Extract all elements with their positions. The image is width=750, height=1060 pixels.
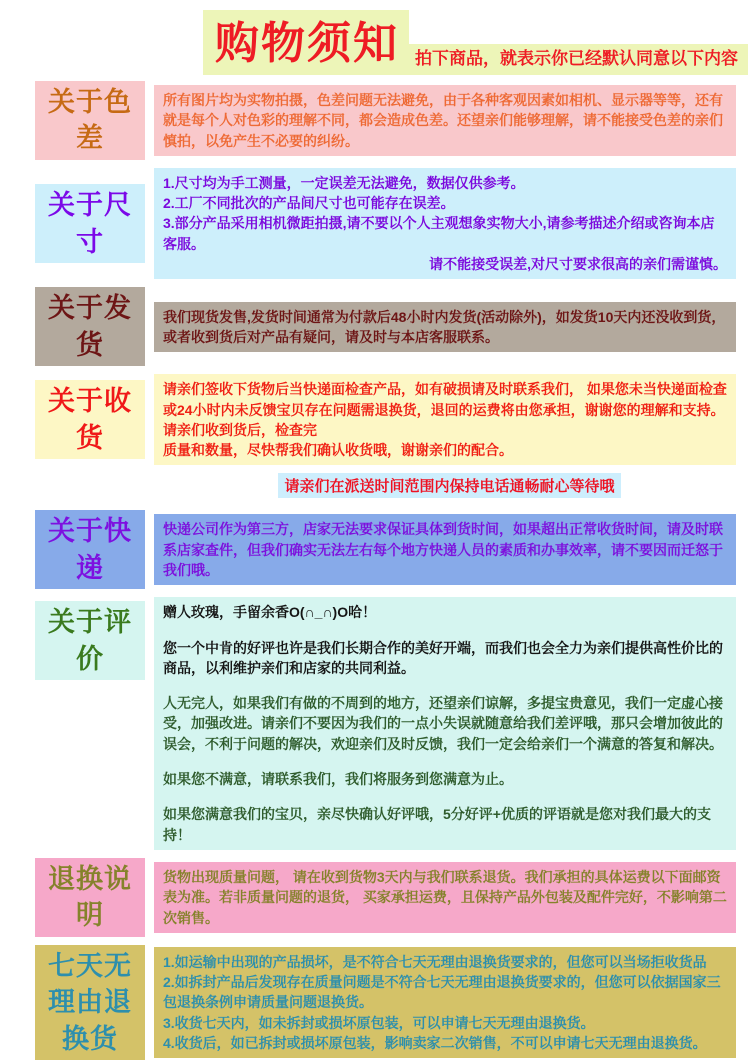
section-label-size: 关于尺寸 <box>35 184 145 263</box>
section-content-color-difference <box>154 85 736 156</box>
section-label-shipping: 关于发货 <box>35 287 145 366</box>
content-line: 快递公司作为第三方，店家无法要求保证具体到货时间，如果超出正常收货时间，请及时联系店家查件，但我们确实无法左右每个地方快递人员的素质和办事效率，请不要因而迁怒于我们哦。 <box>163 521 723 578</box>
content-line: 3.收货七天内，如未拆封或损坏原包装，可以申请七天无理由退换货。 <box>163 1014 595 1031</box>
section-row-color-difference <box>35 81 736 160</box>
content-line: 3.部分产品采用相机微距拍摄,请不要以个人主观想象实物大小,请参考描述介绍或咨询本店客服。 <box>163 215 715 252</box>
section-row-seven-day-return <box>35 945 736 1060</box>
content-line: 货物出现质量问题， 请在收到货物3天内与我们联系退货。我们承担的具体运费以下面邮资表为准。若非质量问题的退货， 买家承担运费，且保持产品外包装及配件完好，不影响第二次销售。 <box>163 868 727 926</box>
content-line: 请不能接受误差,对尺寸要求很高的亲们需谨慎。 <box>429 256 727 273</box>
section-content-review <box>154 597 736 850</box>
page-header <box>203 10 750 75</box>
content-line: 4.收货后，如已拆封或损坏原包装，影响卖家二次销售，不可以申请七天无理由退换货。 <box>163 1034 707 1051</box>
section-label-receiving: 关于收货 <box>35 380 145 459</box>
content-line: 2.如拆封产品后发现存在质量问题是不符合七天无理由退换货要求的，但您可以依据国家三包退换条例申请质量问题退换货。 <box>163 974 721 1011</box>
section-content-seven-day-return <box>154 947 736 1058</box>
content-line: 1.如运输中出现的产品损坏，是不符合七天无理由退换货要求的，但您可以当场拒收货品 <box>163 953 707 970</box>
section-label-color-difference: 关于色差 <box>35 81 145 160</box>
content-line: 所有图片均为实物拍摄，色差问题无法避免，由于各种客观因素如相机、显示器等等，还有就是每个人对色彩的理解不同，都会造成色差。还望亲们能够理解，请不能接受色差的亲们慎拍，以免产生不必要的纠纷。 <box>163 91 723 149</box>
paragraph: 赠人玫瑰，手留余香O(∩_∩)O哈！ <box>163 604 377 621</box>
section-row-size <box>35 168 736 279</box>
section-label-return-policy: 退换说明 <box>35 858 145 937</box>
paragraph: 如果您满意我们的宝贝，亲尽快确认好评哦，5分好评+优质的评语就是您对我们最大的支持！ <box>163 806 711 843</box>
paragraph: 如果您不满意，请联系我们，我们将服务到您满意为止。 <box>163 771 513 788</box>
section-label-express: 关于快递 <box>35 510 145 589</box>
section-row-review <box>35 597 736 850</box>
page-title-box <box>203 10 409 75</box>
section-row-receiving <box>35 374 736 465</box>
paragraph: 您一个中肯的好评也许是我们长期合作的美好开端，而我们也会全力为亲们提供高性价比的商品，以利维护亲们和店家的共同利益。 <box>163 639 723 676</box>
section-content-size <box>154 168 736 279</box>
section-content-express <box>154 514 736 585</box>
notice-spacer <box>44 473 154 498</box>
section-row-express <box>35 510 736 589</box>
section-content-receiving <box>154 374 736 465</box>
page-title: 购物须知 <box>215 19 399 68</box>
content-line: 质量和数量，尽快帮我们确认收货哦，谢谢亲们的配合。 <box>163 442 513 459</box>
section-label-review: 关于评价 <box>35 601 145 680</box>
section-row-return-policy <box>35 858 736 937</box>
content-line: 我们现货发售,发货时间通常为付款后48小时内发货(活动除外)，如发货10天内还没收到货，或者收到货后对产品有疑问，请及时与本店客服联系。 <box>163 308 726 345</box>
paragraph: 人无完人，如果我们有做的不周到的地方，还望亲们谅解，多提宝贵意见，我们一定虚心接受，加强改进。请亲们不要因为我们的一点小失误就随意给我们差评哦，那只会增加彼此的误会，不利于问题的解决，欢迎亲们及时反馈，我们一定会给亲们一个满意的答复和解决。 <box>163 695 723 752</box>
purchase-notice-page <box>0 10 750 1060</box>
section-row-shipping <box>35 287 736 366</box>
section-label-seven-day-return: 七天无理由退换货 <box>35 945 145 1060</box>
section-content-return-policy <box>154 862 736 933</box>
content-line: 请亲们签收下货物后当快递面检查产品，如有破损请及时联系我们， 如果您未当快递面检查或24小时内未反馈宝贝存在问题需退换货，退回的运费将由您承担，谢谢您的理解和支持。请亲们收到货后，检查完 <box>163 381 727 438</box>
notice-text: 请亲们在派送时间范围内保持电话通畅耐心等待哦 <box>278 473 620 498</box>
sections-container <box>0 81 750 1060</box>
section-row-phone-notice <box>35 473 736 498</box>
content-line: 1.尺寸均为手工测量，一定误差无法避免，数据仅供参考。 <box>163 174 525 191</box>
page-subtitle: 拍下商品，就表示你已经默认同意以下内容 <box>409 44 748 75</box>
content-line: 2.工厂不同批次的产品间尺寸也可能存在误差。 <box>163 195 455 212</box>
section-content-shipping <box>154 302 736 353</box>
notice-area <box>163 473 736 498</box>
